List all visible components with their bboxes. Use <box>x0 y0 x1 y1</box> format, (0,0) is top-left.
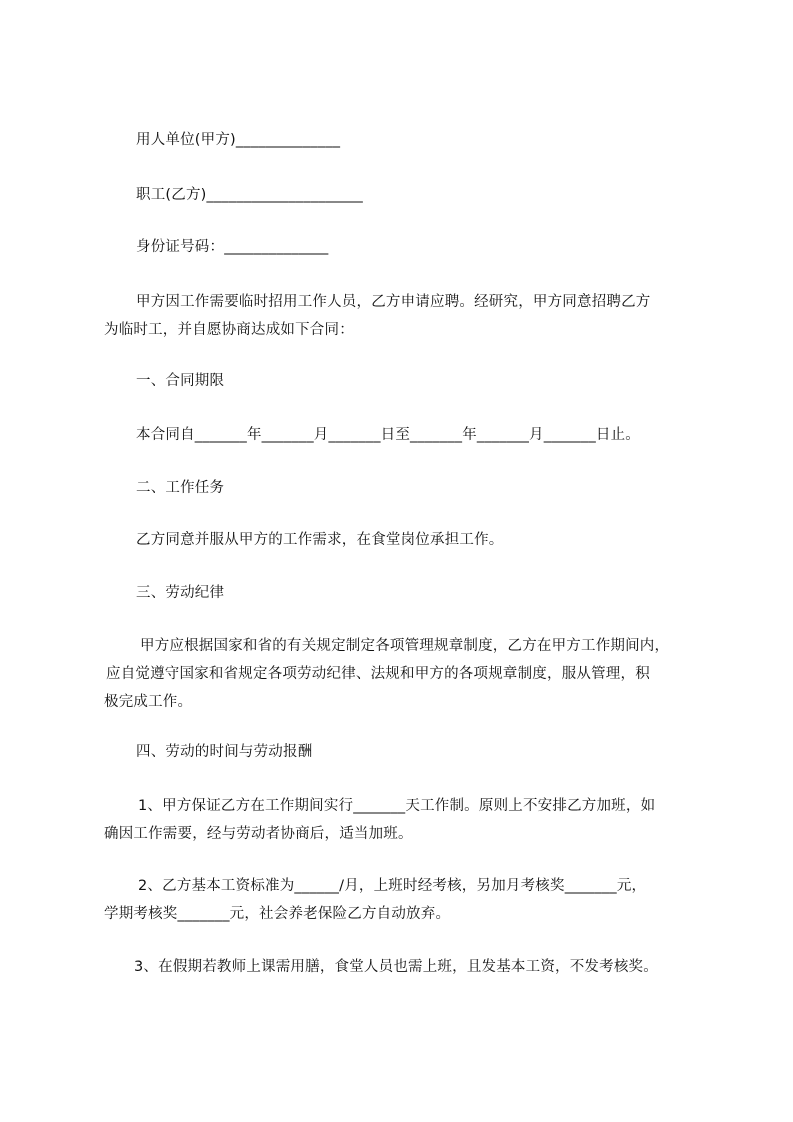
section-1-body: 本合同自_______年_______月_______日至_______年_______月_______日止。 <box>136 427 640 443</box>
section-4-item-2-line-1: 2、乙方基本工资标准为______/月，上班时经考核，另加月考核奖_______元， <box>138 878 647 894</box>
section-4-heading: 四、劳动的时间与劳动报酬 <box>136 744 313 760</box>
section-2-body: 乙方同意并服从甲方的工作需求，在食堂岗位承担工作。 <box>136 532 504 548</box>
section-1-heading: 一、合同期限 <box>136 373 225 389</box>
intro-line-1: 甲方因工作需要临时招用工作人员，乙方申请应聘。经研究，甲方同意招聘乙方 <box>136 294 651 310</box>
employer-field: 用人单位(甲方)______________ <box>136 132 341 148</box>
section-4-item-1-line-1: 1、甲方保证乙方在工作期间实行_______天工作制。原则上不安排乙方加班，如 <box>138 798 656 814</box>
section-4-item-3: 3、在假期若教师上课需用膳，食堂人员也需上班，且发基本工资，不发考核奖。 <box>134 959 658 975</box>
section-3-line-1: 甲方应根据国家和省的有关规定制定各项管理规章制度，乙方在甲方工作期间内， <box>140 638 670 654</box>
section-3-heading: 三、劳动纪律 <box>136 585 225 601</box>
intro-line-2: 为临时工，并自愿协商达成如下合同： <box>104 322 354 338</box>
section-3-line-3: 极完成工作。 <box>104 694 193 710</box>
section-2-heading: 二、工作任务 <box>136 480 225 496</box>
section-3-line-2: 应自觉遵守国家和省规定各项劳动纪律、法规和甲方的各项规章制度，服从管理，积 <box>106 666 650 682</box>
section-4-item-2-line-2: 学期考核奖_______元，社会养老保险乙方自动放弃。 <box>104 906 451 922</box>
section-4-item-1-line-2: 确因工作需要，经与劳动者协商后，适当加班。 <box>104 826 413 842</box>
id-number-field: 身份证号码：______________ <box>136 239 329 255</box>
employee-field: 职工(乙方)_____________________ <box>136 187 363 203</box>
